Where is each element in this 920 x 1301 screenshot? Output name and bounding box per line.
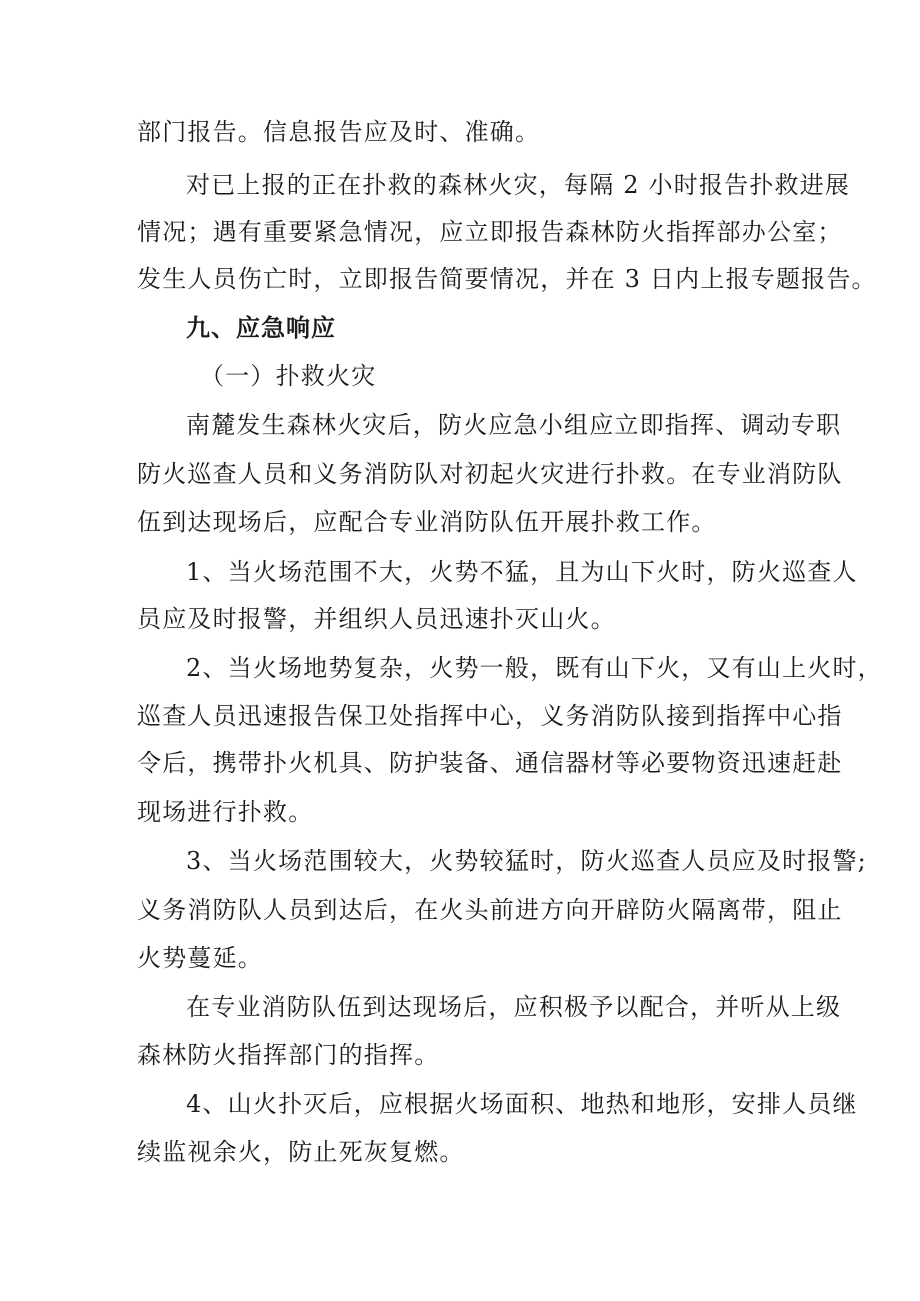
- paragraph-line: 伍到达现场后，应配合专业消防队伍开展扑救工作。: [137, 508, 717, 536]
- section-heading: 九、应急响应: [186, 314, 336, 342]
- list-item-line: 义务消防队人员到达后，在火头前进方向开辟防火隔离带，阻止: [137, 896, 843, 924]
- paragraph-line: 部门报告。信息报告应及时、准确。: [137, 118, 541, 146]
- paragraph-line: 森林防火指挥部门的指挥。: [137, 1041, 440, 1069]
- paragraph-line: 南麓发生森林火灾后，防火应急小组应立即指挥、调动专职: [186, 411, 842, 439]
- paragraph-line: 对已上报的正在扑救的森林火灾，每隔 2 小时报告扑救进展: [186, 171, 851, 199]
- list-item-line: 2、当火场地势复杂，火势一般，既有山下火，又有山上火时，: [186, 654, 883, 682]
- paragraph-line: 发生人员伤亡时，立即报告简要情况，并在 3 日内上报专题报告。: [137, 265, 877, 293]
- list-item-line: 现场进行扑救。: [137, 798, 314, 826]
- list-item-line: 4、山火扑灭后，应根据火场面积、地热和地形，安排人员继: [186, 1090, 858, 1118]
- paragraph-line: 防火巡查人员和义务消防队对初起火灾进行扑救。在专业消防队: [137, 460, 843, 488]
- paragraph-line: 在专业消防队伍到达现场后，应积极予以配合，并听从上级: [186, 993, 842, 1021]
- list-item-line: 1、当火场范围不大，火势不猛，且为山下火时，防火巡查人: [186, 558, 858, 586]
- list-item-line: 巡查人员迅速报告保卫处指挥中心，义务消防队接到指挥中心指: [137, 702, 843, 730]
- list-item-line: 员应及时报警，并组织人员迅速扑灭山火。: [137, 605, 616, 633]
- list-item-line: 令后，携带扑火机具、防护装备、通信器材等必要物资迅速赶赴: [137, 749, 843, 777]
- list-item-line: 火势蔓延。: [137, 944, 263, 972]
- list-item-line: 3、当火场范围较大，火势较猛时，防火巡查人员应及时报警;: [186, 847, 867, 875]
- subsection-heading: （一）扑救火灾: [200, 362, 377, 390]
- list-item-line: 续监视余火，防止死灰复燃。: [137, 1138, 465, 1166]
- paragraph-line: 情况；遇有重要紧急情况，应立即报告森林防火指挥部办公室；: [137, 218, 843, 246]
